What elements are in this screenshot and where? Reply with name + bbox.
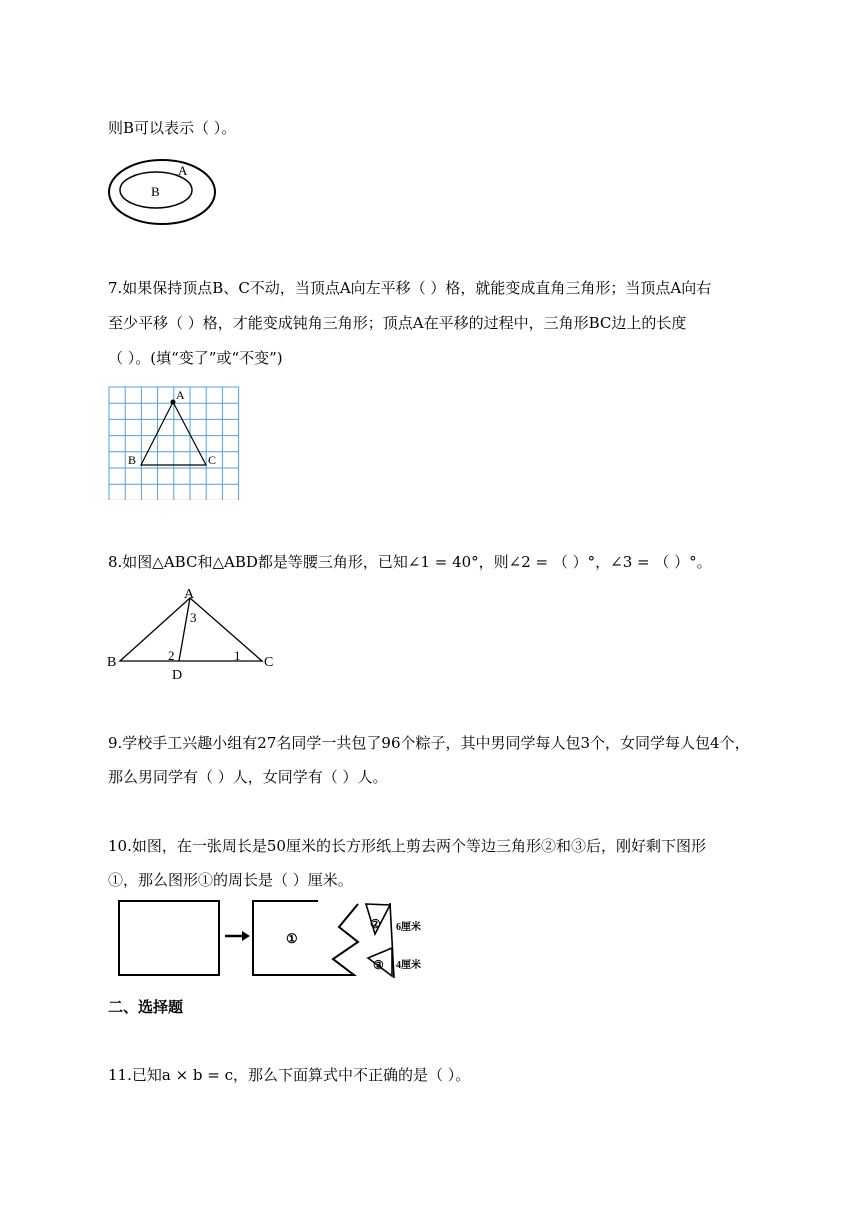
original-rectangle <box>119 901 219 975</box>
angle-3-label: 3 <box>190 610 197 625</box>
arrow-head-icon <box>242 931 250 941</box>
grid-label-b: B <box>128 453 137 467</box>
label-a: A <box>178 163 188 178</box>
q7-line1: 7.如果保持顶点B、C不动，当顶点A向左平移（ ）格，就能变成直角三角形；当顶点A向右 <box>108 279 712 297</box>
shape-2-label: ② <box>370 917 381 931</box>
q7-line3: （ ）。(填“变了”或“不变”) <box>108 349 283 367</box>
segment-ad <box>179 598 190 661</box>
q6-text: 则B可以表示（ ）。 <box>108 119 237 137</box>
q7-line2: 至少平移（ ）格，才能变成钝角三角形；顶点A在平移的过程中，三角形BC边上的长度 <box>108 314 687 332</box>
vertex-a-dot <box>171 400 176 405</box>
q10-line2: ①，那么图形①的周长是（ ）厘米。 <box>108 871 353 889</box>
grid-label-c: C <box>208 453 217 467</box>
fig-label-d: D <box>172 668 183 680</box>
q10-line1: 10.如图，在一张周长是50厘米的长方形纸上剪去两个等边三角形②和③后，刚好剩下图形 <box>108 837 706 855</box>
label-b: B <box>151 184 160 199</box>
fig-label-a: A <box>184 587 195 602</box>
q8-line1: 8.如图△ABC和△ABD都是等腰三角形，已知∠1 = 40°，则∠2 = （ ）°，∠3 = （ ）°。 <box>108 553 712 571</box>
q11-line1: 11.已知a × b = c，那么下面算式中不正确的是（ ）。 <box>108 1066 471 1084</box>
q9-line2: 那么男同学有（ ）人，女同学有（ ）人。 <box>108 768 388 786</box>
shape-3-label: ③ <box>373 958 384 972</box>
angle-1-label: 1 <box>234 648 241 663</box>
fig-label-c: C <box>264 655 274 670</box>
fig-label-b: B <box>107 655 117 670</box>
q8-triangle-figure <box>104 584 284 680</box>
grid-label-a: A <box>176 388 185 402</box>
section-heading: 二、选择题 <box>108 998 184 1016</box>
length-4-label: 4厘米 <box>396 960 421 971</box>
q9-line1: 9.学校手工兴趣小组有27名同学一共包了96个粽子，其中男同学每人包3个，女同学每人包4个， <box>108 734 750 752</box>
outer-ellipse <box>109 160 215 224</box>
shape-1-outline <box>253 901 358 975</box>
length-6-label: 6厘米 <box>396 922 421 933</box>
q7-grid-figure <box>106 384 240 500</box>
q10-rectangle-figure <box>112 898 442 982</box>
shape-1-label: ① <box>286 931 298 946</box>
q6-set-diagram <box>106 157 226 227</box>
angle-2-label: 2 <box>168 648 175 663</box>
triangle-abc <box>120 598 262 661</box>
